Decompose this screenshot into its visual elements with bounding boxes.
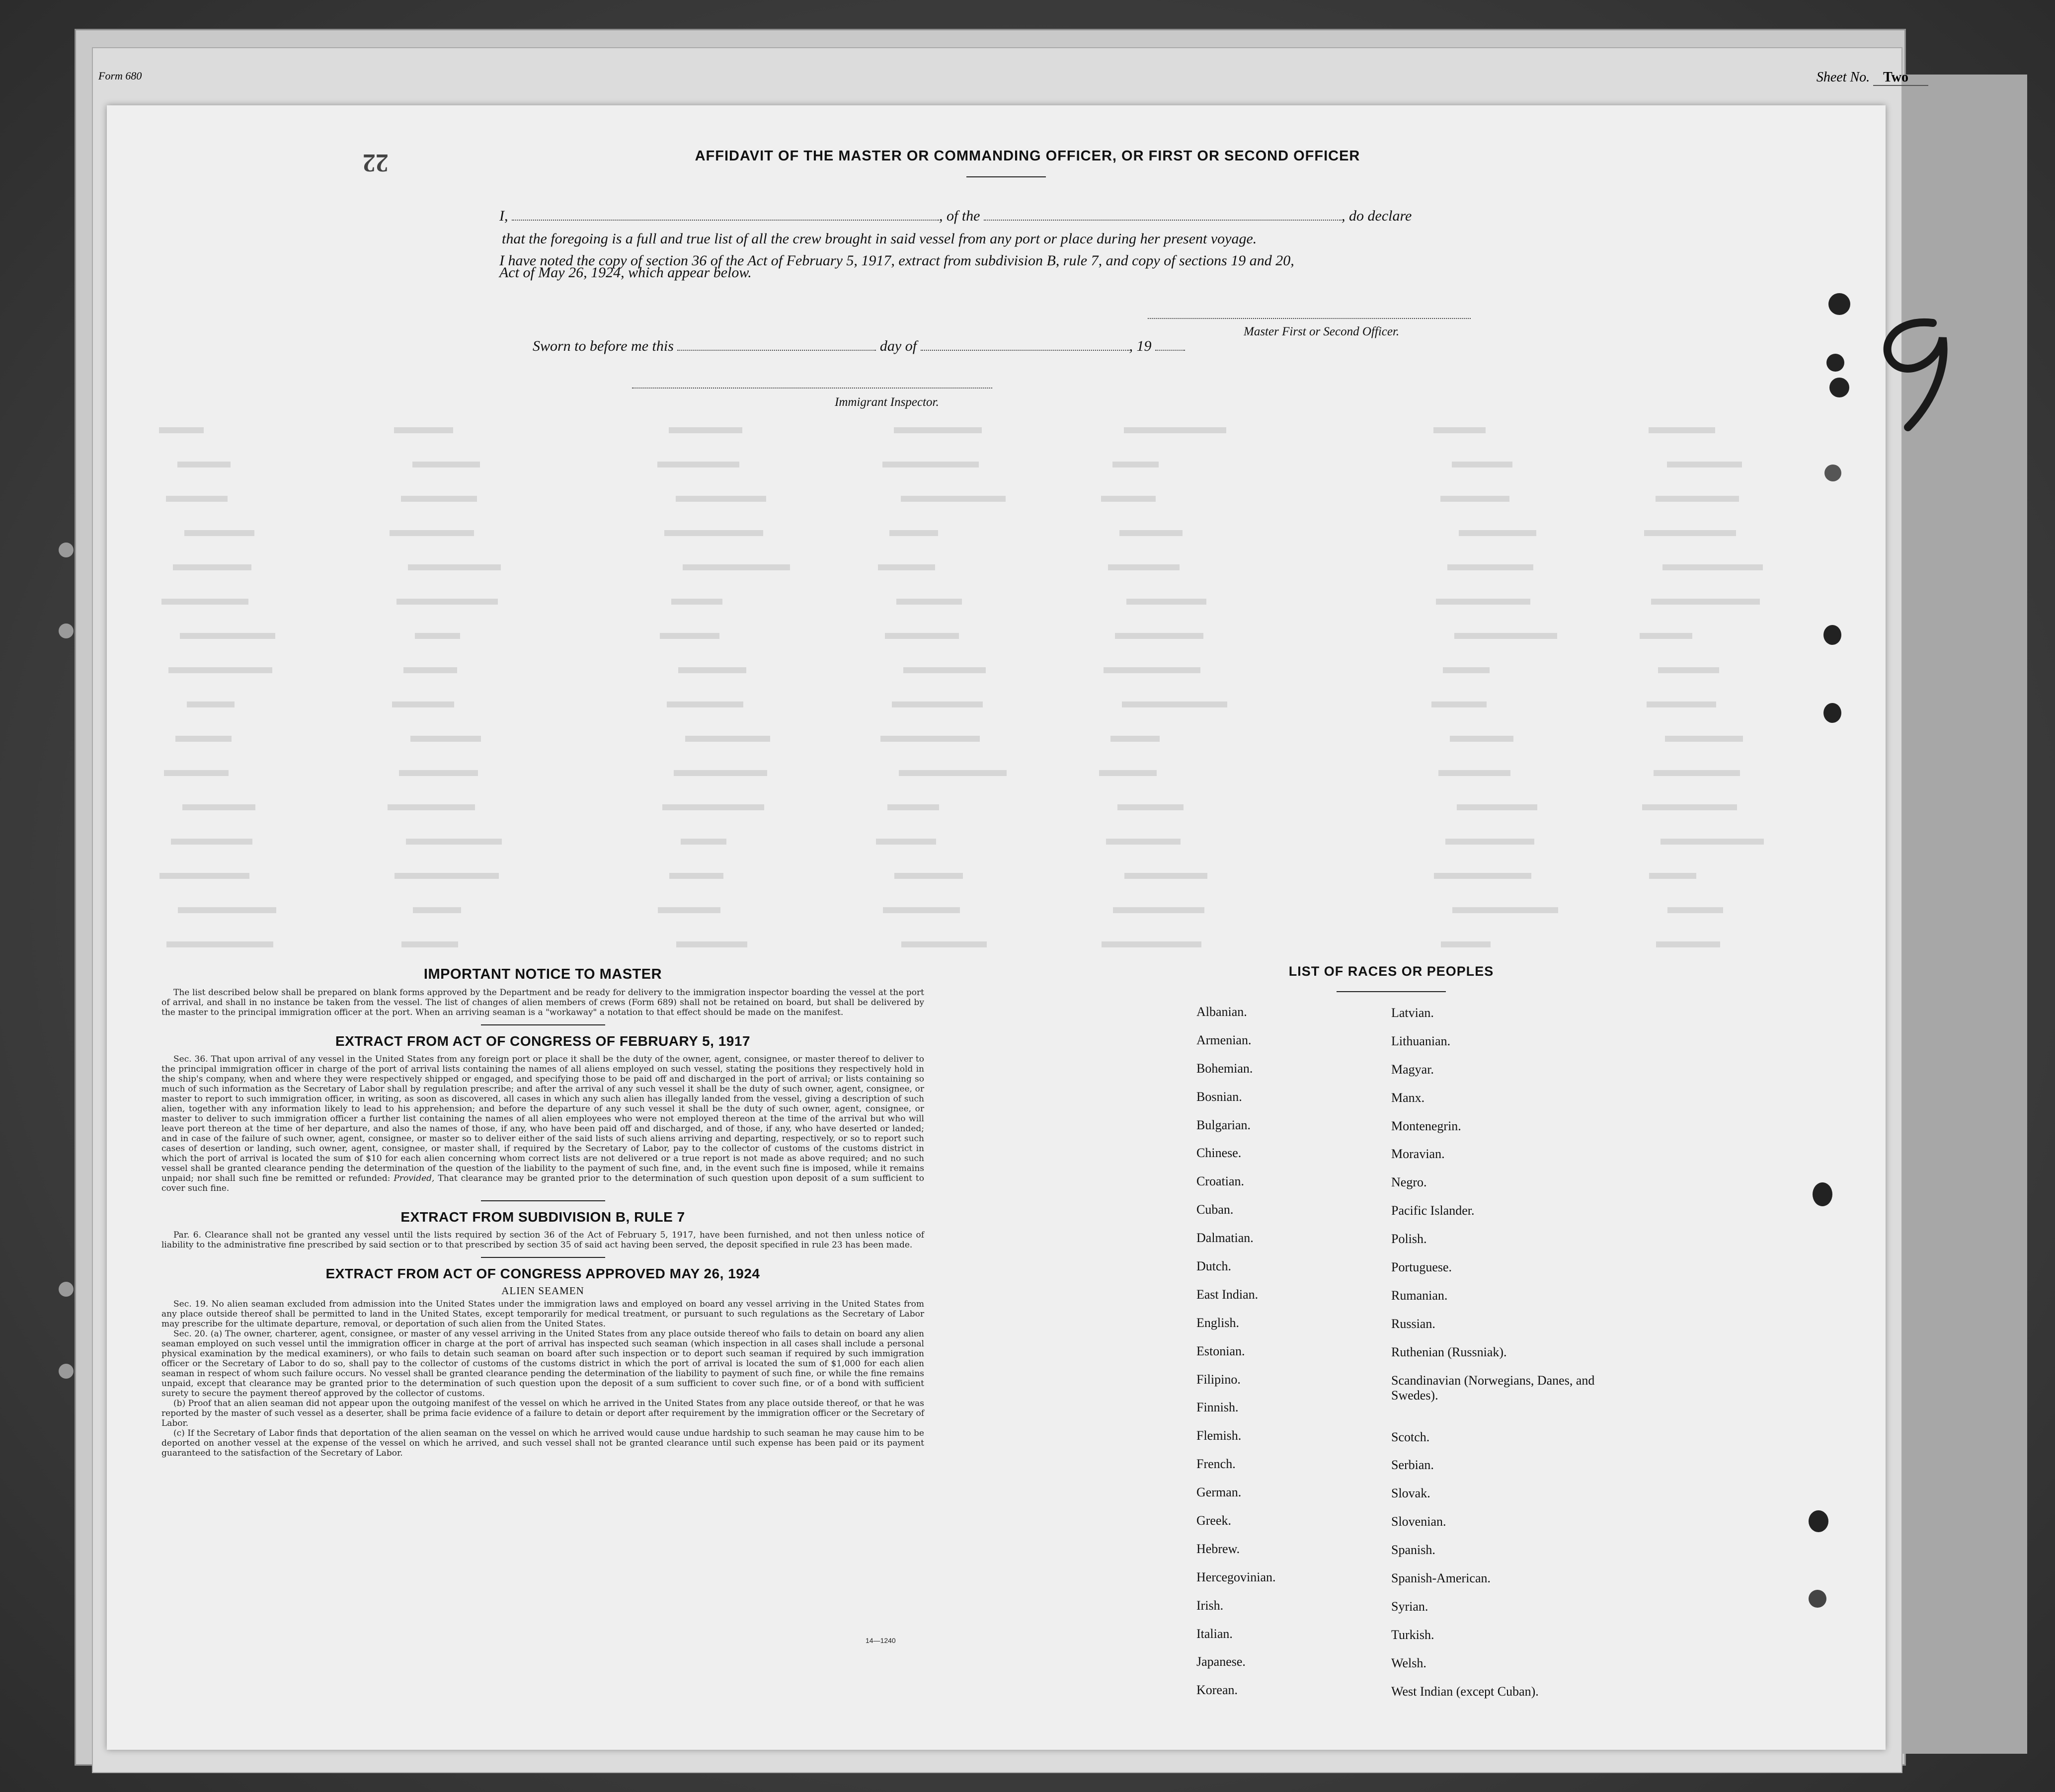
bleed-through-mark — [1102, 941, 1201, 947]
bleed-through-mark — [1124, 427, 1226, 433]
bleed-through-mark — [1454, 633, 1557, 639]
bleed-through-mark — [166, 496, 228, 502]
bleed-through-mark — [175, 736, 232, 742]
affidavit-line-1: I, , of the , do declare — [499, 208, 1412, 224]
race-item: Filipino. — [1196, 1372, 1241, 1387]
legal-notices-column — [161, 966, 924, 1458]
bleed-through-mark — [1110, 736, 1160, 742]
bleed-through-mark — [1665, 736, 1743, 742]
race-item: Syrian. — [1391, 1599, 1428, 1614]
punch-hole — [59, 1364, 74, 1379]
race-item: Greek. — [1196, 1513, 1232, 1528]
inspector-signature-line[interactable] — [632, 388, 992, 389]
bleed-through-mark — [896, 599, 962, 605]
race-item: Montenegrin. — [1391, 1118, 1461, 1133]
bleed-through-mark — [683, 564, 790, 570]
bleed-through-mark — [1452, 462, 1512, 467]
bleed-through-mark — [1124, 873, 1207, 879]
bleed-through-mark — [401, 496, 477, 502]
master-signature-label: Master First or Second Officer. — [1244, 325, 1400, 338]
race-item: Finnish. — [1196, 1400, 1239, 1415]
race-item: Serbian. — [1391, 1458, 1434, 1473]
race-item: East Indian. — [1196, 1287, 1259, 1302]
race-item: Flemish. — [1196, 1428, 1242, 1443]
punch-hole — [1826, 354, 1844, 372]
bleed-through-mark — [1440, 496, 1509, 502]
extract-1917-body: Sec. 36. That upon arrival of any vessel in the United States from any foreign port or place it shall be the duty of the owner, agent, consignee, or master thereof to deliver to the principal immigration officer in charge of the port of arrival lists containing the names of all aliens employed on such vessel, stating the positions they respectively hold in the ship's company, when and where they were respectively shipped or engaged, and specifying those to be paid off and discharged in the port of arrival; or lists containing so much of such information as the Secretary of Labor shall by regulation prescribe; and after the arrival of any such vessel it shall be the duty of such owner, agent, consignee, or master to report to such immigration officer, in writing, as soon as discovered, all cases in which any such alien has illegally landed from the vessel, giving a description of such alien, together with any information likely to lead to his apprehension; and before the departure of any such vessel it shall be the duty of such owner, agent, consignee, or master to deliver to such immigration officer a further list containing the names of all alien employees who were not employed thereon at the time of the arrival but who will leave port thereon at the time of her departure, and also the names of those, if any, who have been paid off and discharged, and of those, if any, who have deserted or landed; and in case of the failure of such owner, agent, consignee, or master so to deliver either of the said lists of such aliens arriving and departing, respectively, or so to report such cases of desertion or landing, such owner, agent, consignee, or master shall, if required by the Secretary of Labor, pay to the collector of customs of the customs district in which the port of arrival is located the sum of $10 for each alien concerning whom correct lists are not delivered or a true report is not made as above required; and no such vessel shall be granted clearance pending the determination of the question of the liability to the payment of such fine, and, in the event such fine is imposed, while it remains unpaid; nor shall such fine be remitted or refunded: Provided, That clearance may be granted prior to the determination of such question upon deposit of a sum sufficient to cover such fine. — [161, 1054, 925, 1193]
sec19-body: Sec. 19. No alien seaman excluded from admission into the United States under the immigration laws and employed on board any vessel arriving in the United States from any place outside thereof shall be permitted to land in the United States, except temporarily for medical treatment, or pursuant to such regulations as the Secretary of Labor may prescribe for the ultimate departure, removal, or deportation of such alien from the United States. — [161, 1299, 924, 1329]
bleed-through-mark — [388, 804, 475, 810]
race-item: Ruthenian (Russniak). — [1391, 1344, 1507, 1359]
bleed-through-mark — [658, 907, 720, 913]
vessel-blank[interactable] — [984, 220, 1342, 221]
bleed-through-mark — [671, 599, 722, 605]
extract-rule7-body: Par. 6. Clearance shall not be granted any vessel until the lists required by section 36 of the Act of February 5, 1917, have been furnished, and not then unless notice of liability to the administrative fine prescribed by said section or to that prescribed by section 35 of said act having been served, the deposit specified in rule 23 has been made. — [161, 1230, 924, 1250]
race-item: Hercegovinian. — [1196, 1569, 1276, 1584]
bleed-through-mark — [1654, 770, 1740, 776]
bleed-through-mark — [177, 462, 231, 467]
bleed-through-mark — [392, 701, 454, 707]
affidavit-line-2: that the foregoing is a full and true list of all the crew brought in said vessel from any port or place during her present voyage. — [502, 231, 1257, 247]
sheet-number-label: Sheet No. — [1816, 70, 1870, 85]
race-item: Bulgarian. — [1196, 1117, 1251, 1132]
bleed-through-mark — [1434, 873, 1531, 879]
punch-hole — [1809, 1590, 1826, 1608]
name-blank[interactable] — [512, 220, 939, 221]
bleed-through-mark — [178, 907, 276, 913]
race-item: Rumanian. — [1391, 1288, 1448, 1303]
race-item: Pacific Islander. — [1391, 1203, 1475, 1218]
race-item: Dalmatian. — [1196, 1231, 1254, 1246]
race-item: Lithuanian. — [1391, 1033, 1451, 1048]
bleed-through-mark — [395, 873, 499, 879]
races-column-2 — [1391, 1006, 1600, 1712]
bleed-through-mark — [401, 941, 458, 947]
bleed-through-mark — [168, 667, 272, 673]
bleed-through-mark — [882, 462, 979, 467]
punch-hole — [1809, 1510, 1828, 1532]
race-item: Irish. — [1196, 1598, 1224, 1613]
race-item: Magyar. — [1391, 1062, 1434, 1077]
bleed-through-mark — [412, 462, 480, 467]
bleed-through-mark — [1099, 770, 1157, 776]
race-item: Albanian. — [1196, 1005, 1247, 1019]
punch-hole — [1813, 1182, 1832, 1206]
divider — [481, 1024, 605, 1025]
bleed-through-mark — [1642, 804, 1737, 810]
race-item: Hebrew. — [1196, 1541, 1240, 1556]
bleed-through-mark — [406, 839, 502, 845]
race-item: English. — [1196, 1315, 1239, 1330]
race-item: Spanish-American. — [1391, 1571, 1491, 1586]
punch-hole — [1823, 625, 1841, 645]
race-item: Armenian. — [1196, 1032, 1252, 1047]
bleed-through-mark — [1649, 873, 1696, 879]
bleed-through-mark — [1117, 804, 1184, 810]
bleed-through-mark — [166, 941, 273, 947]
bleed-through-mark — [413, 907, 461, 913]
punch-hole — [1828, 293, 1850, 315]
bleed-through-mark — [1433, 427, 1486, 433]
divider — [966, 176, 1046, 177]
form-number: Form 680 — [98, 70, 142, 82]
bleed-through-mark — [1452, 907, 1558, 913]
race-item: Korean. — [1196, 1683, 1238, 1698]
bleed-through-mark — [1112, 462, 1159, 467]
bleed-through-mark — [660, 633, 719, 639]
sheet-number-value: Two — [1873, 70, 1928, 86]
bleed-through-mark — [876, 839, 936, 845]
race-item: Manx. — [1391, 1090, 1425, 1105]
affidavit-line-4: Act of May 26, 1924, which appear below. — [499, 264, 752, 281]
race-item: Welsh. — [1391, 1655, 1426, 1670]
bleed-through-mark — [669, 873, 723, 879]
bleed-through-mark — [894, 873, 963, 879]
bleed-through-mark — [1640, 633, 1692, 639]
races-column-1 — [1196, 1005, 1276, 1711]
bleed-through-mark — [415, 633, 460, 639]
punch-hole — [1829, 378, 1849, 397]
stamp-number: 22 — [363, 149, 389, 177]
race-item: Dutch. — [1196, 1259, 1232, 1274]
bleed-through-mark — [1106, 839, 1181, 845]
bleed-through-mark — [887, 804, 939, 810]
bleed-through-mark — [1662, 564, 1763, 570]
divider — [1337, 991, 1446, 992]
bleed-through-mark — [894, 427, 982, 433]
race-item: Scotch. — [1391, 1429, 1430, 1444]
bleed-through-mark — [184, 530, 254, 536]
bleed-through-mark — [159, 873, 249, 879]
bleed-through-mark — [408, 564, 501, 570]
bleed-through-mark — [676, 941, 747, 947]
race-item: Chinese. — [1196, 1146, 1242, 1161]
affidavit-title: AFFIDAVIT OF THE MASTER OR COMMANDING OFFICER, OR FIRST OR SECOND OFFICER — [695, 148, 1360, 164]
bleed-through-mark — [669, 427, 742, 433]
bleed-through-mark — [1450, 736, 1513, 742]
bleed-through-mark — [901, 941, 987, 947]
bleed-through-mark — [1651, 599, 1760, 605]
master-signature-line[interactable] — [1148, 318, 1471, 319]
race-item: Latvian. — [1391, 1006, 1434, 1020]
sworn-day-blank[interactable] — [677, 350, 876, 351]
bleed-through-mark — [1431, 701, 1487, 707]
race-item: German. — [1196, 1485, 1242, 1500]
bleed-through-mark — [674, 770, 767, 776]
bleed-through-mark — [662, 804, 764, 810]
extract-rule7-title: EXTRACT FROM SUBDIVISION B, RULE 7 — [400, 1209, 685, 1225]
bleed-through-mark — [1656, 941, 1720, 947]
bleed-through-mark — [681, 839, 726, 845]
bleed-through-mark — [1122, 701, 1227, 707]
sec20b-body: (b) Proof that an alien seaman did not appear upon the outgoing manifest of the vessel on which he arrived in the United States from any place outside thereof, or that he was reported by the master of such vessel as a deserter, shall be prima facie evidence of a failure to detain or deport after requirement by the immigration officer or the Secretary of Labor. — [161, 1399, 924, 1428]
bleed-through-mark — [1656, 496, 1739, 502]
print-code: 14—1240 — [866, 1636, 896, 1644]
sworn-year-blank[interactable] — [1155, 350, 1185, 351]
race-item: Spanish. — [1391, 1543, 1435, 1558]
bleed-through-mark — [1115, 633, 1203, 639]
punch-hole — [59, 543, 74, 557]
bleed-through-mark — [1443, 667, 1490, 673]
sheet-number — [1817, 70, 1928, 85]
race-item: Turkish. — [1391, 1627, 1434, 1642]
punch-hole — [59, 623, 74, 638]
bleed-through-mark — [892, 701, 983, 707]
bleed-through-mark — [1441, 941, 1491, 947]
punch-hole — [1823, 703, 1841, 723]
bleed-through-mark — [180, 633, 275, 639]
bleed-through-mark — [1119, 530, 1183, 536]
bleed-through-mark — [173, 564, 251, 570]
race-item: West Indian (except Cuban). — [1391, 1684, 1539, 1699]
bleed-through-mark — [394, 427, 453, 433]
bleed-through-mark — [171, 839, 252, 845]
punch-hole — [1824, 465, 1841, 481]
punch-hole — [59, 1282, 74, 1297]
bleed-through-mark — [403, 667, 457, 673]
bleed-through-mark — [1644, 530, 1736, 536]
bleed-through-mark — [1108, 564, 1180, 570]
handwritten-mark — [1873, 318, 1958, 432]
bleed-through-mark — [161, 599, 248, 605]
divider — [481, 1200, 605, 1201]
bleed-through-mark — [1457, 804, 1537, 810]
bleed-through-mark — [1658, 667, 1719, 673]
race-item: Italian. — [1196, 1626, 1233, 1641]
sworn-month-blank[interactable] — [921, 350, 1129, 351]
bleed-through-mark — [1438, 770, 1510, 776]
races-list-title: LIST OF RACES OR PEOPLES — [1288, 964, 1494, 979]
race-item: Estonian. — [1196, 1343, 1245, 1358]
bleed-through-mark — [410, 736, 481, 742]
bleed-through-mark — [1649, 427, 1715, 433]
bleed-through-mark — [1104, 667, 1200, 673]
notice-title: IMPORTANT NOTICE TO MASTER — [423, 966, 662, 982]
bleed-through-mark — [901, 496, 1006, 502]
bleed-through-mark — [885, 633, 959, 639]
bleed-through-mark — [889, 530, 938, 536]
bleed-through-mark — [678, 667, 746, 673]
bleed-through-mark — [1113, 907, 1204, 913]
bleed-through-mark — [1445, 839, 1534, 845]
race-item: Negro. — [1391, 1175, 1427, 1190]
bleed-through-mark — [664, 530, 763, 536]
bleed-through-mark — [1459, 530, 1536, 536]
alien-seamen-subtitle: ALIEN SEAMEN — [501, 1285, 584, 1297]
extract-1917-title: EXTRACT FROM ACT OF CONGRESS OF FEBRUARY 5, 1917 — [335, 1033, 751, 1049]
race-item: Moravian. — [1391, 1147, 1445, 1162]
bleed-through-mark — [903, 667, 986, 673]
bleed-through-mark — [676, 496, 766, 502]
race-item: Slovak. — [1391, 1486, 1430, 1501]
bleed-through-mark — [1660, 839, 1764, 845]
sworn-line: Sworn to before me this day of , 19 — [533, 338, 1185, 355]
bleed-through-mark — [187, 701, 235, 707]
bleed-through-mark — [159, 427, 204, 433]
bleed-through-mark — [657, 462, 739, 467]
bleed-through-mark — [685, 736, 770, 742]
bleed-through-mark — [1436, 599, 1530, 605]
race-item: Japanese. — [1196, 1654, 1246, 1669]
divider — [481, 1257, 605, 1258]
race-item: Slovenian. — [1391, 1514, 1446, 1529]
bleed-through-mark — [667, 701, 743, 707]
race-item: Croatian. — [1196, 1174, 1245, 1189]
extract-1924-title: EXTRACT FROM ACT OF CONGRESS APPROVED MAY 26, 1924 — [325, 1266, 760, 1281]
bleed-through-mark — [1101, 496, 1156, 502]
bleed-through-mark — [396, 599, 498, 605]
bleed-through-mark — [1647, 701, 1716, 707]
race-item: Bosnian. — [1196, 1089, 1242, 1104]
bleed-through-mark — [182, 804, 255, 810]
race-item: French. — [1196, 1457, 1236, 1472]
notice-body: The list described below shall be prepared on blank forms approved by the Department and be ready for delivery to the immigration inspector boarding the vessel at the port of arrival, and shall in no instance be taken from the vessel. The list of changes of alien members of crews (Form 689) shall not be retained on board, but shall be delivered by the master to the principal immigration officer at the port. When an arriving seaman is a "workaway" a notation to that effect should be made on the manifest. — [161, 988, 924, 1017]
sec20a-body: Sec. 20. (a) The owner, charterer, agent, consignee, or master of any vessel arriving in the United States from any place outside thereof who fails to detain on board any alien seaman employed on such vessel until the immigration officer in charge at the port of arrival has inspected such seaman (which inspection in all cases shall include a personal physical examination by the medical examiners), or who fails to detain such seaman on board after such inspection or to deport such seaman if required by such immigration officer or the Secretary of Labor to do so, shall pay to the collector of customs of the customs district in which the port of arrival is located the sum of $1,000 for each alien seaman in respect of whom such failure occurs. No vessel shall be granted clearance pending the determination of the liability to payment of such fine, or while the fine remains unpaid, except that clearance may be granted prior to the determination of such question upon the deposit of a sum sufficient to cover such fine, or of a bond with sufficient surety to secure the payment thereof approved by the collector of customs. — [161, 1329, 924, 1399]
race-item: Russian. — [1391, 1316, 1435, 1331]
bleed-through-mark — [1667, 907, 1723, 913]
bleed-through-mark — [1667, 462, 1742, 467]
bleed-through-mark — [878, 564, 935, 570]
bleed-through-mark — [880, 736, 980, 742]
affidavit-line-3: I have noted the copy of section 36 of the Act of February 5, 1917, extract from subdivision B, rule 7, and copy of sections 19 and 20, — [499, 252, 1294, 269]
race-item: Scandinavian (Norwegians, Danes, and Swedes). — [1391, 1373, 1595, 1402]
bleed-through-mark — [1126, 599, 1206, 605]
bleed-through-mark — [164, 770, 229, 776]
inspector-signature-label: Immigrant Inspector. — [835, 395, 939, 409]
bleed-through-mark — [390, 530, 474, 536]
sec20c-body: (c) If the Secretary of Labor finds that deportation of the alien seaman on the vessel on which he arrived would cause undue hardship to such seaman he may cause him to be deported on another vessel at the expense of the vessel on which he arrived, and such vessel shall not be granted clearance until such expense has been paid or its payment guaranteed to the satisfaction of the Secretary of Labor. — [161, 1428, 924, 1458]
race-item: Polish. — [1391, 1232, 1427, 1247]
bleed-through-mark — [1447, 564, 1533, 570]
race-item: Portuguese. — [1391, 1260, 1452, 1275]
bleed-through-mark — [399, 770, 478, 776]
race-item: Bohemian. — [1196, 1061, 1253, 1076]
race-item: Cuban. — [1196, 1202, 1234, 1217]
bleed-through-mark — [883, 907, 960, 913]
bleed-through-mark — [899, 770, 1007, 776]
